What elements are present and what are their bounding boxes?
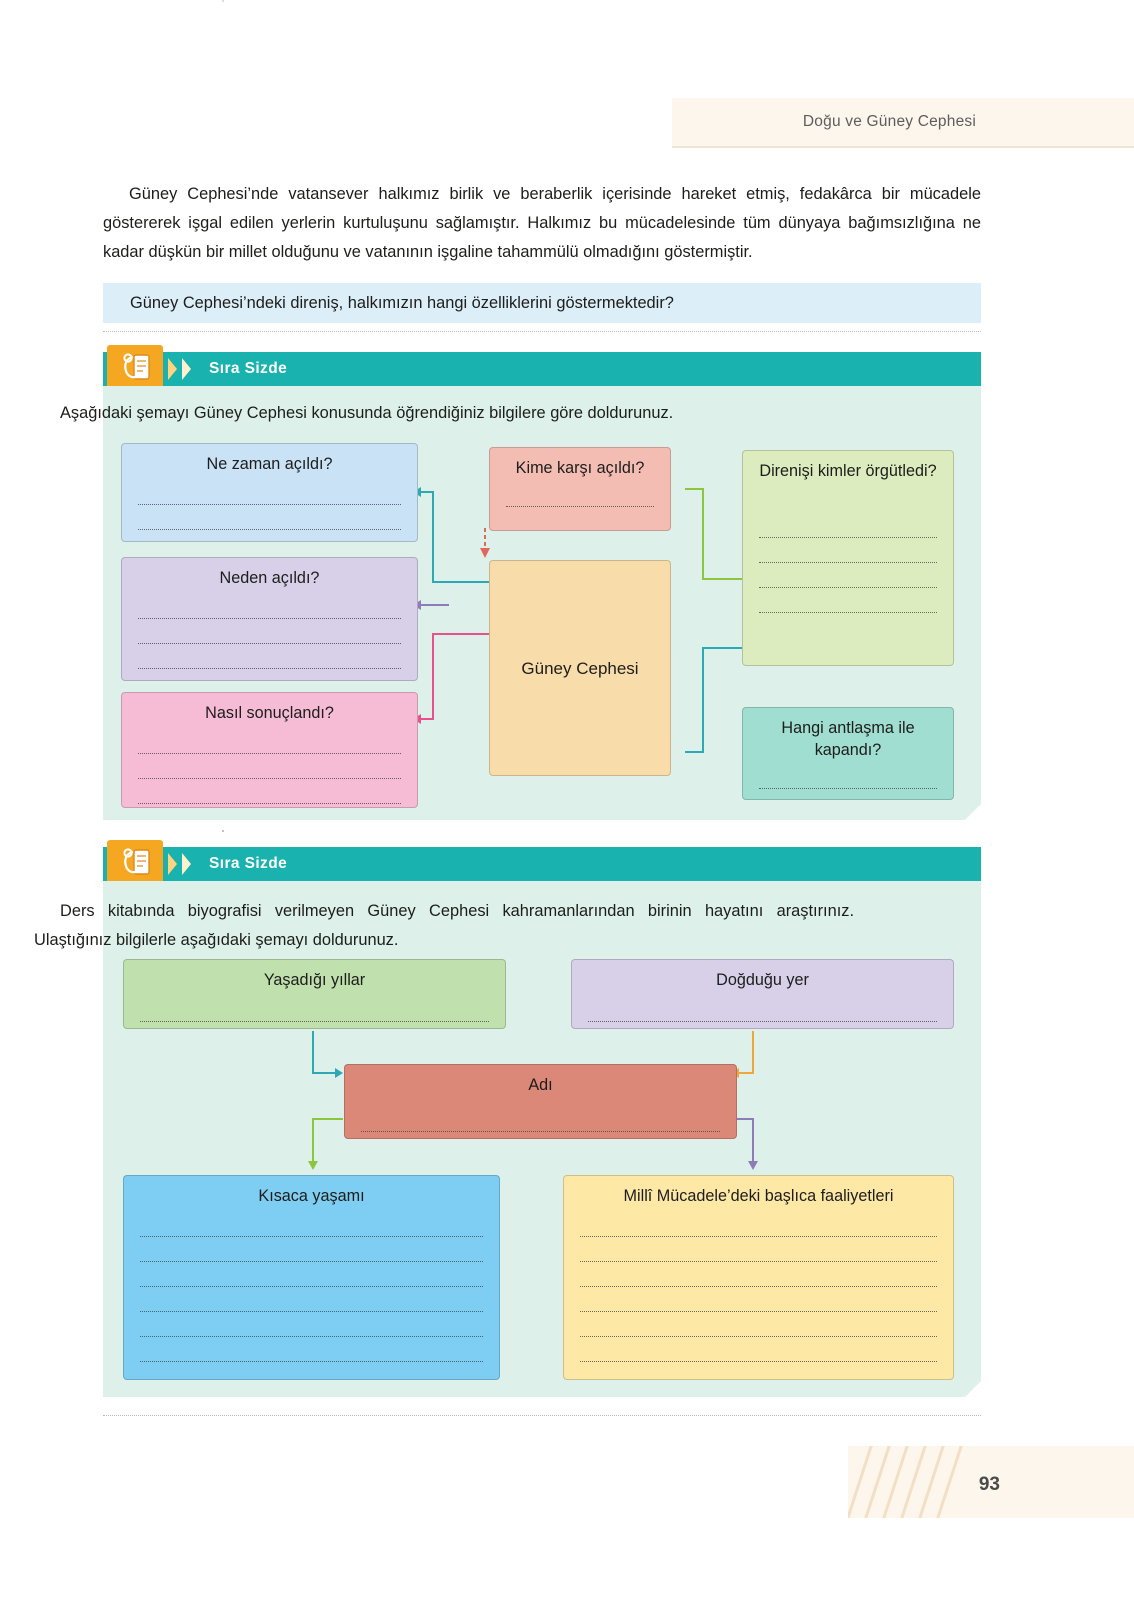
activity2-banner bbox=[103, 847, 981, 881]
intro-paragraph bbox=[103, 180, 981, 267]
box-hangi-antlasma-label: Hangi antlaşma ile kapandı? bbox=[781, 719, 915, 759]
box-yasadigi-yillar[interactable] bbox=[123, 959, 506, 1029]
box-yasadigi-yillar-label: Yaşadığı yıllar bbox=[263, 971, 366, 989]
chevron-right-icon-3 bbox=[168, 853, 177, 875]
box-dogdugu-yer-label: Doğduğu yer bbox=[716, 971, 809, 989]
box-kisaca-yasami[interactable] bbox=[123, 1175, 500, 1380]
box-direnisi-kimler-orgutledi[interactable] bbox=[742, 450, 954, 666]
header-rule bbox=[672, 146, 1134, 148]
box-guney-cephesi-center-label: Güney Cephesi bbox=[521, 658, 639, 678]
box-dogdugu-yer[interactable] bbox=[571, 959, 954, 1029]
box-direnisi-kimler-orgutledi-label: Direnişi kimler örgütledi? bbox=[759, 462, 937, 480]
box-neden-acildi-lines[interactable] bbox=[138, 594, 401, 669]
box-adi[interactable] bbox=[344, 1064, 737, 1139]
box-nasil-sonuclandi-lines[interactable] bbox=[138, 729, 401, 804]
box-hangi-antlasma[interactable] bbox=[742, 707, 954, 800]
question-dotted-rule bbox=[103, 331, 981, 332]
box-dogdugu-yer-lines[interactable] bbox=[588, 997, 937, 1022]
box-kisaca-yasami-lines[interactable] bbox=[140, 1212, 483, 1362]
box-yasadigi-yillar-lines[interactable] bbox=[140, 997, 489, 1022]
box-ne-zaman-acildi[interactable] bbox=[121, 443, 418, 542]
question-text: Güney Cephesi’ndeki direniş, halkımızın hangi özelliklerini göstermektedir? bbox=[130, 293, 674, 312]
box-neden-acildi[interactable] bbox=[121, 557, 418, 681]
box-milli-mucadele-faaliyetleri[interactable] bbox=[563, 1175, 954, 1380]
chevron-right-icon-2 bbox=[182, 358, 191, 380]
hand-writing-icon-2 bbox=[107, 840, 163, 884]
box-hangi-antlasma-lines[interactable] bbox=[759, 764, 937, 789]
chevron-right-icon-4 bbox=[182, 853, 191, 875]
box-adi-label: Adı bbox=[528, 1076, 553, 1094]
box-guney-cephesi-center[interactable] bbox=[489, 560, 671, 776]
box-ne-zaman-acildi-label: Ne zaman açıldı? bbox=[206, 455, 333, 473]
activity2-intro-text: Ders kitabında biyografisi verilmeyen Güney Cephesi kahramanlarından birinin hayatını araştırınız. Ulaştığınız bilgilerle aşağıdaki şemayı doldurunuz. bbox=[34, 902, 854, 949]
box-milli-mucadele-faaliyetleri-lines[interactable] bbox=[580, 1212, 937, 1362]
box-kime-karsi-acildi[interactable] bbox=[489, 447, 671, 531]
activity2-banner-label: Sıra Sizde bbox=[209, 855, 288, 872]
question-strip bbox=[103, 283, 981, 323]
intro-paragraph-text: Güney Cephesi’nde vatansever halkımız birlik ve beraberlik içerisinde hareket etmiş, fedakârca bir mücadele göstererek işgal edilen yerlerin kurtuluşunu sağlamıştır. Halkımız bu mücadelesinde tüm dünyaya bağımsızlığına ne kadar düşkün bir millet olduğunu ve vatanının işgaline tahammülü olmadığını göstermiştir. bbox=[103, 185, 981, 261]
box-neden-acildi-label: Neden açıldı? bbox=[219, 569, 320, 587]
box-kisaca-yasami-label: Kısaca yaşamı bbox=[258, 1187, 365, 1205]
activity1-banner bbox=[103, 352, 981, 386]
chevron-right-icon bbox=[168, 358, 177, 380]
box-kime-karsi-acildi-lines[interactable] bbox=[506, 482, 654, 507]
page-header-title: Doğu ve Güney Cephesi bbox=[802, 113, 976, 130]
box-nasil-sonuclandi[interactable] bbox=[121, 692, 418, 808]
page-number: 93 bbox=[978, 1474, 1000, 1495]
box-direnisi-kimler-orgutledi-lines[interactable] bbox=[759, 513, 937, 613]
box-kime-karsi-acildi-label: Kime karşı açıldı? bbox=[515, 459, 645, 477]
box-milli-mucadele-faaliyetleri-label: Millî Mücadele’deki başlıca faaliyetleri bbox=[623, 1187, 894, 1205]
box-nasil-sonuclandi-label: Nasıl sonuçlandı? bbox=[205, 704, 334, 722]
footer-dotted-rule bbox=[103, 1415, 981, 1416]
hand-writing-icon bbox=[107, 345, 163, 389]
box-ne-zaman-acildi-lines[interactable] bbox=[138, 480, 401, 530]
box-adi-lines[interactable] bbox=[361, 1107, 720, 1132]
activity1-banner-label: Sıra Sizde bbox=[209, 360, 288, 377]
activity1-intro-text: Aşağıdaki şemayı Güney Cephesi konusunda öğrendiğiniz bilgilere göre doldurunuz. bbox=[60, 404, 674, 422]
